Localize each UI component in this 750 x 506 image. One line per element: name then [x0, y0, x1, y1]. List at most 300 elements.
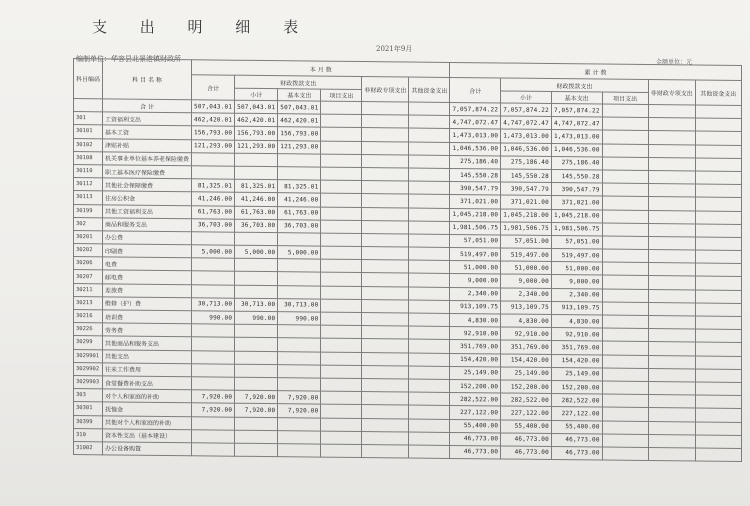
month-subtotal-cell: 5,000.00 [235, 245, 278, 259]
cum-total-cell: 1,046,536.00 [450, 142, 501, 156]
cum-total-cell: 152,200.00 [450, 379, 501, 393]
month-subtotal-cell [235, 232, 278, 246]
cum-nonfiscal-cell [648, 302, 695, 316]
report-period: 2021年9月 [376, 45, 413, 53]
row-name: 资本性支出（基本建设） [103, 428, 192, 442]
month-subtotal-cell [235, 417, 278, 431]
cum-project-cell [602, 117, 648, 131]
cum-other-cell [695, 329, 741, 343]
row-name: 其他商品和服务支出 [103, 336, 192, 350]
header-month-subtotal: 小计 [235, 88, 278, 100]
month-other-cell [409, 366, 450, 380]
cum-project-cell [602, 223, 648, 237]
row-name: 往来工作费用 [103, 363, 192, 377]
month-basic-cell: 121,293.00 [278, 140, 321, 154]
cum-project-cell [602, 407, 648, 421]
row-name: 住房公积金 [103, 191, 192, 205]
cum-basic-cell: 1,473,013.00 [551, 130, 602, 144]
month-nonfiscal-cell [362, 128, 409, 142]
header-name: 科 目 名 称 [103, 59, 192, 100]
row-code: 30226 [74, 323, 103, 336]
month-project-cell [321, 286, 362, 300]
month-other-cell [409, 194, 450, 208]
month-total-cell [192, 232, 235, 246]
month-project-cell [321, 404, 362, 418]
cum-project-cell [602, 381, 648, 395]
cum-total-cell: 2,340.00 [450, 287, 501, 301]
cum-subtotal-cell: 46,773.00 [501, 446, 552, 460]
month-basic-cell: 61,763.00 [278, 206, 321, 220]
cum-nonfiscal-cell [648, 236, 695, 250]
row-name: 维修（护）费 [103, 297, 192, 311]
cum-other-cell [695, 158, 741, 172]
row-name: 劳务费 [103, 323, 192, 337]
cum-other-cell [695, 211, 741, 225]
cum-subtotal-cell: 7,057,874.22 [501, 103, 552, 117]
month-subtotal-cell: 41,246.00 [235, 193, 278, 207]
cum-subtotal-cell: 282,522.00 [501, 393, 552, 407]
month-other-cell [409, 247, 450, 261]
header-month-project: 项目支出 [321, 89, 362, 101]
month-other-cell [409, 260, 450, 274]
cum-other-cell [695, 369, 741, 383]
month-other-cell [409, 419, 450, 433]
month-total-cell [192, 271, 235, 285]
month-other-cell [409, 208, 450, 222]
cum-subtotal-cell: 9,000.00 [501, 274, 552, 288]
month-other-cell [409, 142, 450, 156]
cum-total-cell: 371,021.00 [450, 195, 501, 209]
month-basic-cell: 36,703.00 [278, 219, 321, 233]
row-code: 301 [74, 112, 103, 125]
cum-subtotal-cell: 390,547.79 [501, 182, 552, 196]
month-other-cell [409, 339, 450, 353]
cum-subtotal-cell: 4,830.00 [501, 314, 552, 328]
cum-nonfiscal-cell [648, 276, 695, 290]
month-other-cell [409, 287, 450, 301]
row-code [74, 99, 103, 112]
row-code: 30199 [74, 204, 103, 217]
month-basic-cell [278, 285, 321, 299]
month-other-cell [409, 168, 450, 182]
month-nonfiscal-cell [362, 392, 409, 406]
cum-other-cell [695, 184, 741, 198]
cum-project-cell [602, 328, 648, 342]
cum-subtotal-cell: 1,045,218.00 [501, 208, 552, 222]
row-code: 30112 [74, 178, 103, 191]
row-name: 印刷费 [103, 244, 192, 258]
cum-subtotal-cell: 25,149.00 [501, 367, 552, 381]
cum-other-cell [695, 171, 741, 185]
month-subtotal-cell [235, 443, 278, 457]
month-project-cell [321, 180, 362, 194]
row-name: 合 计 [103, 99, 192, 113]
cum-total-cell: 55,400.00 [450, 419, 501, 433]
cum-total-cell: 1,473,013.00 [450, 129, 501, 143]
cum-nonfiscal-cell [648, 447, 695, 461]
month-basic-cell: 41,246.00 [278, 193, 321, 207]
month-other-cell [409, 102, 450, 116]
cum-subtotal-cell: 46,773.00 [501, 433, 552, 447]
month-basic-cell [278, 325, 321, 339]
month-nonfiscal-cell [362, 365, 409, 379]
cum-subtotal-cell: 51,000.00 [501, 261, 552, 275]
month-basic-cell [278, 378, 321, 392]
cum-project-cell [602, 368, 648, 382]
cum-subtotal-cell: 519,497.00 [501, 248, 552, 262]
cum-project-cell [602, 302, 648, 316]
cum-other-cell [695, 250, 741, 264]
month-other-cell [409, 273, 450, 287]
month-nonfiscal-cell [362, 313, 409, 327]
month-nonfiscal-cell [362, 418, 409, 432]
month-total-cell [192, 363, 235, 377]
cum-total-cell: 57,051.00 [450, 234, 501, 248]
month-nonfiscal-cell [362, 233, 409, 247]
month-nonfiscal-cell [362, 326, 409, 340]
header-cum-total: 合计 [450, 77, 501, 103]
cum-other-cell [695, 263, 741, 277]
month-total-cell [192, 337, 235, 351]
cum-project-cell [602, 394, 648, 408]
cum-basic-cell: 519,497.00 [551, 249, 602, 263]
row-name: 职工基本医疗保险缴费 [103, 165, 192, 179]
header-month-fiscal: 财政拨款支出 [235, 75, 362, 89]
row-name: 办公费 [103, 231, 192, 245]
month-nonfiscal-cell [362, 207, 409, 221]
month-basic-cell: 7,920.00 [278, 391, 321, 405]
cum-total-cell: 4,747,072.47 [450, 116, 501, 130]
cum-nonfiscal-cell [648, 408, 695, 422]
cum-nonfiscal-cell [648, 434, 695, 448]
cum-basic-cell: 57,051.00 [551, 235, 602, 249]
cum-subtotal-cell: 92,910.00 [501, 327, 552, 341]
cum-subtotal-cell: 4,747,072.47 [501, 116, 552, 130]
cum-project-cell [602, 130, 648, 144]
month-project-cell [321, 207, 362, 221]
cum-project-cell [602, 262, 648, 276]
row-code: 30399 [74, 415, 103, 428]
month-total-cell: 462,420.01 [192, 113, 235, 127]
cum-subtotal-cell: 1,473,013.00 [501, 129, 552, 143]
month-total-cell: 121,293.00 [192, 139, 235, 153]
row-code: 30216 [74, 310, 103, 323]
month-nonfiscal-cell [362, 286, 409, 300]
month-total-cell: 61,763.00 [192, 205, 235, 219]
row-name: 其他支出 [103, 349, 192, 363]
month-basic-cell [278, 272, 321, 286]
cum-total-cell: 4,830.00 [450, 313, 501, 327]
month-subtotal-cell [235, 351, 278, 365]
month-subtotal-cell [235, 364, 278, 378]
month-total-cell: 156,793.00 [192, 126, 235, 140]
month-nonfiscal-cell [362, 352, 409, 366]
row-code: 30299 [74, 336, 103, 349]
month-nonfiscal-cell [362, 299, 409, 313]
cum-nonfiscal-cell [648, 421, 695, 435]
cum-basic-cell: 390,547.79 [551, 183, 602, 197]
row-code: 30213 [74, 296, 103, 309]
table-body [74, 99, 742, 462]
row-name: 培训费 [103, 310, 192, 324]
row-code: 3029902 [74, 362, 103, 375]
month-subtotal-cell: 7,920.00 [235, 404, 278, 418]
month-total-cell: 507,043.01 [192, 100, 235, 114]
month-other-cell [409, 128, 450, 142]
month-subtotal-cell [235, 153, 278, 167]
month-basic-cell [278, 444, 321, 458]
cum-nonfiscal-cell [648, 381, 695, 395]
month-total-cell: 990.00 [192, 311, 235, 325]
cum-basic-cell: 152,200.00 [551, 380, 602, 394]
cum-project-cell [602, 196, 648, 210]
cum-nonfiscal-cell [648, 263, 695, 277]
month-total-cell [192, 152, 235, 166]
month-subtotal-cell [235, 324, 278, 338]
month-subtotal-cell: 990.00 [235, 311, 278, 325]
month-basic-cell: 156,793.00 [278, 127, 321, 141]
month-basic-cell [278, 430, 321, 444]
cum-subtotal-cell: 1,046,536.00 [501, 143, 552, 157]
month-total-cell [192, 324, 235, 338]
row-code: 310 [74, 428, 103, 441]
month-other-cell [409, 313, 450, 327]
cum-other-cell [695, 395, 741, 409]
cum-subtotal-cell: 145,550.28 [501, 169, 552, 183]
cum-basic-cell: 25,149.00 [551, 367, 602, 381]
row-code: 3029901 [74, 349, 103, 362]
month-nonfiscal-cell [362, 141, 409, 155]
cum-other-cell [695, 118, 741, 132]
cum-basic-cell: 4,830.00 [551, 315, 602, 329]
month-total-cell: 5,000.00 [192, 245, 235, 259]
row-name: 邮电费 [103, 270, 192, 284]
month-project-cell [321, 259, 362, 273]
cum-nonfiscal-cell [648, 184, 695, 198]
row-name: 其他工资福利支出 [103, 204, 192, 218]
cum-basic-cell: 46,773.00 [551, 433, 602, 447]
month-project-cell [321, 246, 362, 260]
row-name: 基本工资 [103, 125, 192, 139]
month-subtotal-cell: 507,043.01 [235, 100, 278, 114]
month-basic-cell [278, 233, 321, 247]
cum-subtotal-cell: 55,400.00 [501, 419, 552, 433]
cum-other-cell [695, 131, 741, 145]
cum-other-cell [695, 105, 741, 119]
cum-nonfiscal-cell [648, 210, 695, 224]
cum-project-cell [602, 275, 648, 289]
month-project-cell [321, 141, 362, 155]
month-subtotal-cell: 7,920.00 [235, 390, 278, 404]
row-name: 办公设备购置 [103, 442, 192, 456]
row-code: 303 [74, 389, 103, 402]
month-subtotal-cell: 156,793.00 [235, 127, 278, 141]
cum-total-cell: 227,122.00 [450, 406, 501, 420]
cum-basic-cell: 92,910.00 [551, 328, 602, 342]
cum-project-cell [602, 144, 648, 158]
month-subtotal-cell: 36,703.00 [235, 219, 278, 233]
cum-nonfiscal-cell [648, 316, 695, 330]
cum-other-cell [695, 145, 741, 159]
month-project-cell [321, 154, 362, 168]
month-subtotal-cell: 61,763.00 [235, 206, 278, 220]
header-cum-nonfiscal: 非财政专项支出 [648, 80, 695, 105]
month-basic-cell [278, 338, 321, 352]
cum-project-cell [602, 210, 648, 224]
cum-nonfiscal-cell [648, 157, 695, 171]
cum-nonfiscal-cell [648, 289, 695, 303]
cum-total-cell: 1,981,506.75 [450, 221, 501, 235]
cum-project-cell [602, 236, 648, 250]
month-project-cell [321, 418, 362, 432]
month-nonfiscal-cell [362, 339, 409, 353]
cum-nonfiscal-cell [648, 105, 695, 119]
cum-nonfiscal-cell [648, 250, 695, 264]
row-code: 30207 [74, 270, 103, 283]
month-basic-cell [278, 417, 321, 431]
cum-nonfiscal-cell [648, 368, 695, 382]
cum-other-cell [695, 197, 741, 211]
cum-subtotal-cell: 371,021.00 [501, 195, 552, 209]
month-total-cell: 30,713.00 [192, 298, 235, 312]
cum-subtotal-cell: 913,109.75 [501, 301, 552, 315]
cum-basic-cell: 55,400.00 [551, 420, 602, 434]
header-month-group: 本 月 数 [192, 60, 450, 78]
month-project-cell [321, 273, 362, 287]
row-name: 其他社会保障缴费 [103, 178, 192, 192]
row-name: 商品和服务支出 [103, 217, 192, 231]
cum-basic-cell: 1,045,218.00 [551, 209, 602, 223]
row-code: 30202 [74, 244, 103, 257]
cum-project-cell [602, 355, 648, 369]
month-total-cell [192, 416, 235, 430]
row-code: 30110 [74, 164, 103, 177]
cum-basic-cell: 145,550.28 [551, 169, 602, 183]
cum-other-cell [695, 435, 741, 449]
month-project-cell [321, 365, 362, 379]
row-name: 差旅费 [103, 283, 192, 297]
cum-total-cell: 1,045,218.00 [450, 208, 501, 222]
cum-total-cell: 92,910.00 [450, 327, 501, 341]
cum-total-cell: 519,497.00 [450, 248, 501, 262]
month-project-cell [321, 444, 362, 458]
month-nonfiscal-cell [362, 431, 409, 445]
cum-project-cell [602, 104, 648, 118]
cum-total-cell: 51,000.00 [450, 261, 501, 275]
row-code: 30301 [74, 402, 103, 415]
month-project-cell [321, 220, 362, 234]
cum-project-cell [602, 289, 648, 303]
month-basic-cell: 5,000.00 [278, 246, 321, 260]
cum-other-cell [695, 356, 741, 370]
month-basic-cell: 30,713.00 [278, 298, 321, 312]
cum-basic-cell: 46,773.00 [551, 446, 602, 460]
cum-basic-cell: 154,420.00 [551, 354, 602, 368]
month-basic-cell [278, 153, 321, 167]
cum-other-cell [695, 422, 741, 436]
cum-nonfiscal-cell [648, 144, 695, 158]
cum-basic-cell: 2,340.00 [551, 288, 602, 302]
month-subtotal-cell [235, 338, 278, 352]
month-other-cell [409, 181, 450, 195]
month-total-cell: 81,325.01 [192, 179, 235, 193]
month-project-cell [321, 325, 362, 339]
cum-basic-cell: 4,747,072.47 [551, 117, 602, 131]
header-cum-subtotal: 小计 [501, 91, 552, 104]
month-nonfiscal-cell [362, 181, 409, 195]
cum-total-cell: 913,109.75 [450, 300, 501, 314]
header-month-nonfiscal: 非财政专项支出 [362, 77, 409, 102]
month-project-cell [321, 312, 362, 326]
month-subtotal-cell: 462,420.01 [235, 113, 278, 127]
header-cum-fiscal: 财政拨款支出 [501, 78, 649, 93]
cum-nonfiscal-cell [648, 118, 695, 132]
cum-other-cell [695, 408, 741, 422]
cum-basic-cell: 282,522.00 [551, 394, 602, 408]
row-name: 电费 [103, 257, 192, 271]
row-code: 30201 [74, 230, 103, 243]
month-other-cell [409, 234, 450, 248]
reporting-unit: 编制单位：华容县北景港镇财政所 [76, 55, 181, 63]
month-subtotal-cell [235, 285, 278, 299]
month-other-cell [409, 326, 450, 340]
cum-total-cell: 390,547.79 [450, 182, 501, 196]
month-project-cell [321, 193, 362, 207]
header-cumulative-group: 累 计 数 [450, 62, 741, 80]
cum-subtotal-cell: 154,420.00 [501, 354, 552, 368]
cum-nonfiscal-cell [648, 170, 695, 184]
cum-project-cell [602, 315, 648, 329]
month-other-cell [409, 432, 450, 446]
month-subtotal-cell [235, 258, 278, 272]
month-other-cell [409, 155, 450, 169]
month-project-cell [321, 233, 362, 247]
month-subtotal-cell: 81,325.01 [235, 179, 278, 193]
header-code: 科目编码 [74, 59, 103, 99]
cum-basic-cell: 371,021.00 [551, 196, 602, 210]
month-subtotal-cell [235, 430, 278, 444]
month-basic-cell [278, 167, 321, 181]
month-total-cell [192, 258, 235, 272]
month-project-cell [321, 114, 362, 128]
cum-nonfiscal-cell [648, 395, 695, 409]
month-total-cell: 41,246.00 [192, 192, 235, 206]
month-project-cell [321, 391, 362, 405]
cum-nonfiscal-cell [648, 355, 695, 369]
month-other-cell [409, 300, 450, 314]
month-other-cell [409, 392, 450, 406]
cum-other-cell [695, 237, 741, 251]
cum-basic-cell: 1,046,536.00 [551, 143, 602, 157]
cum-total-cell: 7,057,874.22 [450, 102, 501, 116]
cum-nonfiscal-cell [648, 223, 695, 237]
month-nonfiscal-cell [362, 194, 409, 208]
month-other-cell [409, 379, 450, 393]
month-total-cell: 7,920.00 [192, 403, 235, 417]
month-subtotal-cell [235, 166, 278, 180]
header-month-other: 其他资金支出 [409, 77, 450, 102]
cum-nonfiscal-cell [648, 329, 695, 343]
month-subtotal-cell: 30,713.00 [235, 298, 278, 312]
month-other-cell [409, 115, 450, 129]
month-nonfiscal-cell [362, 247, 409, 261]
month-other-cell [409, 445, 450, 459]
cum-total-cell: 275,186.40 [450, 155, 501, 169]
month-project-cell [321, 101, 362, 115]
cum-project-cell [602, 434, 648, 448]
cum-total-cell: 145,550.28 [450, 168, 501, 182]
row-name: 工资福利支出 [103, 112, 192, 126]
